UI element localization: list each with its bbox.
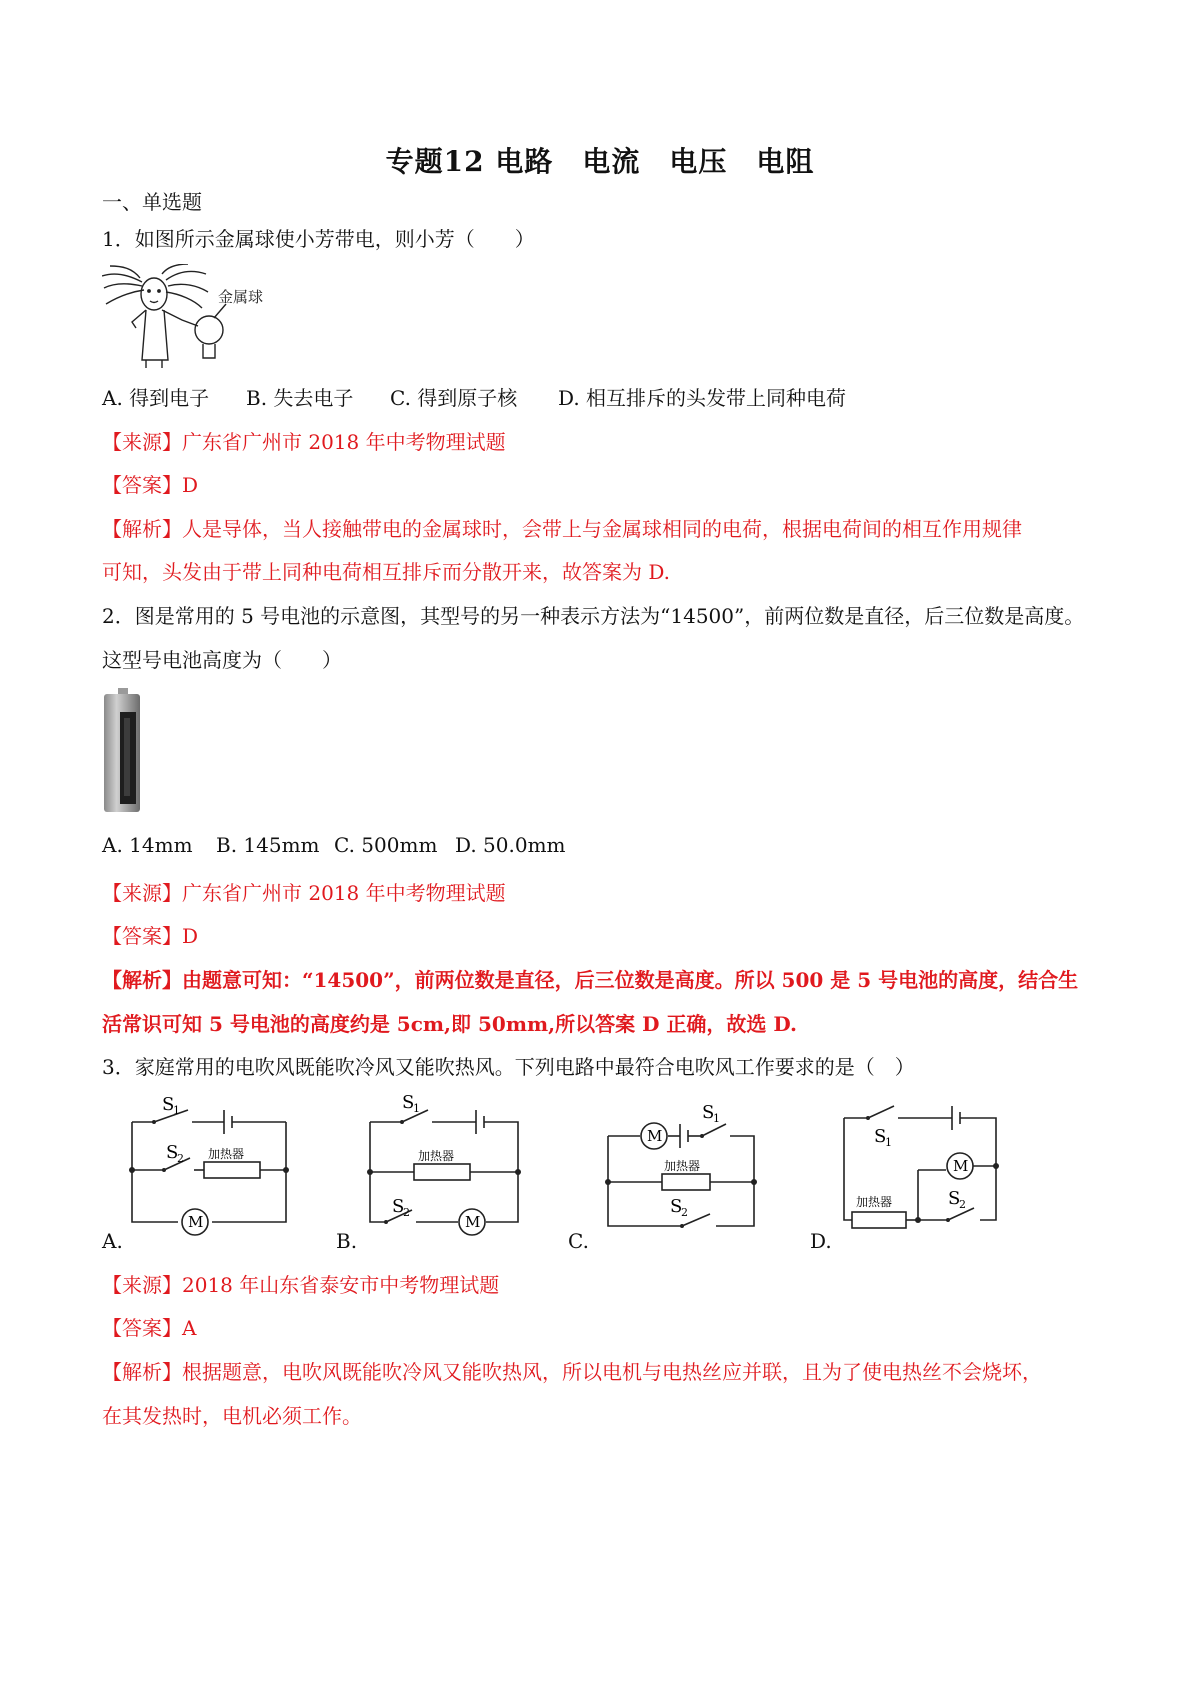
page-title: 专题12 电路 电流 电压 电阻	[385, 145, 815, 178]
q2-analysis-line2: 活常识可知 5 号电池的高度约是 5cm,即 50mm,所以答案 D 正确，故选 D.	[102, 1012, 797, 1036]
circuit-c-diagram	[602, 1100, 762, 1242]
q1-option-d: D. 相互排斥的头发带上同种电荷	[558, 386, 847, 410]
q2-stem-line1: 2．图是常用的 5 号电池的示意图，其型号的另一种表示方法为“14500”，前两位数是直径，后三位数是高度。	[102, 604, 1085, 628]
q3-analysis-line1: 【解析】根据题意，电吹风既能吹冷风又能吹热风，所以电机与电热丝应并联，且为了使电热丝不会烧坏，	[102, 1360, 1042, 1384]
motor-label: M	[953, 1157, 969, 1175]
q1-analysis-line2: 可知，头发由于带上同种电荷相互排斥而分散开来，故答案为 D.	[102, 560, 671, 584]
q3-option-d-letter: D.	[810, 1229, 832, 1253]
battery-figure	[102, 688, 142, 814]
s2-subscript: 2	[403, 1206, 410, 1219]
q3-answer: 【答案】A	[102, 1316, 197, 1340]
q2-source: 【来源】广东省广州市 2018 年中考物理试题	[102, 881, 506, 905]
s1-subscript: 1	[413, 1102, 420, 1115]
s2-subscript: 2	[959, 1198, 966, 1211]
motor-label: M	[465, 1213, 481, 1231]
heater-label: 加热器	[856, 1195, 893, 1209]
aa-battery-image	[102, 688, 142, 814]
heater-label: 加热器	[664, 1159, 701, 1173]
s1-label: S	[162, 1094, 175, 1115]
q3-analysis-line2: 在其发热时，电机必须工作。	[102, 1404, 362, 1428]
s1-label: S	[402, 1092, 415, 1113]
q2-option-c: C. 500mm	[334, 833, 438, 857]
q1-figure	[102, 264, 292, 370]
q2-option-a: A. 14mm	[102, 833, 193, 857]
s2-label: S	[670, 1196, 683, 1217]
s2-label: S	[392, 1196, 405, 1217]
q2-option-d: D. 50.0mm	[455, 833, 566, 857]
q2-answer: 【答案】D	[102, 924, 199, 948]
q1-stem: 1．如图所示金属球使小芳带电，则小芳（ ）	[102, 227, 535, 251]
motor-label: M	[188, 1213, 204, 1231]
q3-source: 【来源】2018 年山东省泰安市中考物理试题	[102, 1273, 500, 1297]
metal-ball-label: 金属球	[218, 288, 264, 306]
q2-option-b: B. 145mm	[216, 833, 320, 857]
q1-answer: 【答案】D	[102, 473, 199, 497]
q2-stem-line2: 这型号电池高度为（ ）	[102, 648, 342, 672]
s1-label: S	[874, 1126, 887, 1147]
q3-stem: 3．家庭常用的电吹风既能吹冷风又能吹热风。下列电路中最符合电吹风工作要求的是（ ）	[102, 1055, 915, 1079]
s2-subscript: 2	[681, 1206, 688, 1219]
q1-option-b: B. 失去电子	[246, 386, 354, 410]
s2-subscript: 2	[177, 1152, 184, 1165]
circuit-d-diagram	[838, 1092, 1008, 1242]
s1-subscript: 1	[885, 1136, 892, 1149]
s1-label: S	[702, 1102, 715, 1123]
heater-label: 加热器	[418, 1149, 455, 1163]
s2-label: S	[166, 1142, 179, 1163]
motor-label: M	[647, 1127, 663, 1145]
q2-analysis-line1: 【解析】由题意可知：“14500”，前两位数是直径，后三位数是高度。所以 500 是 5 号电池的高度，结合生	[102, 968, 1079, 992]
circuit-b-diagram	[364, 1092, 526, 1242]
q1-source: 【来源】广东省广州市 2018 年中考物理试题	[102, 430, 506, 454]
s2-label: S	[948, 1188, 961, 1209]
q3-option-b-letter: B.	[336, 1229, 358, 1253]
circuit-a-diagram	[126, 1092, 296, 1242]
q3-option-a-letter: A.	[102, 1229, 123, 1253]
q3-option-c-letter: C.	[568, 1229, 589, 1253]
heater-label: 加热器	[208, 1147, 245, 1161]
s1-subscript: 1	[713, 1112, 720, 1125]
q1-option-c: C. 得到原子核	[390, 386, 518, 410]
q1-option-a: A. 得到电子	[102, 386, 210, 410]
girl-metal-ball-illustration	[102, 264, 292, 370]
section-heading: 一、单选题	[102, 190, 202, 214]
q1-analysis-line1: 【解析】人是导体，当人接触带电的金属球时，会带上与金属球相同的电荷，根据电荷间的相互作用规律	[102, 517, 1022, 541]
s1-subscript: 1	[173, 1104, 180, 1117]
